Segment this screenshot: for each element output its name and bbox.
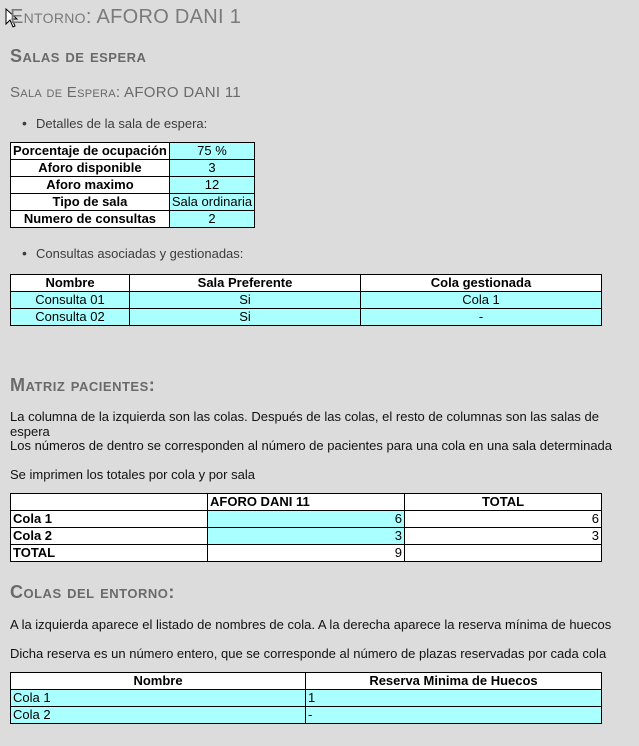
environment-title: Entorno: AFORO DANI 1 [10, 6, 242, 28]
column-header: Nombre [11, 275, 130, 292]
table-cell: - [361, 309, 602, 326]
matriz-description-1: La columna de la izquierda son las colas. Después de las colas, el resto de columnas son las salas de espera [10, 409, 599, 439]
matriz-table [10, 493, 602, 562]
table-header-row [11, 494, 602, 511]
table-cell: Cola 1 [11, 690, 306, 707]
table-row [11, 690, 602, 707]
table-row [11, 528, 602, 545]
table-row [11, 292, 602, 309]
table-cell: Si [130, 309, 361, 326]
table-cell: Cola 2 [11, 707, 306, 724]
detalle-label: Porcentaje de ocupación [11, 143, 170, 160]
consultas-table [10, 274, 602, 326]
matriz-description-2: Los números de dentro se corresponden al número de pacientes para una cola en una sala determinada [10, 438, 613, 453]
sala-title: Sala de Espera: AFORO DANI 11 [10, 84, 241, 101]
table-cell: 6 [405, 511, 602, 528]
colas-section-title: Colas del entorno: [10, 582, 175, 602]
table-cell: 1 [306, 690, 602, 707]
table-cell: Consulta 02 [11, 309, 130, 326]
column-header: Cola gestionada [361, 275, 602, 292]
table-row [11, 211, 255, 228]
detalle-value: 2 [169, 211, 254, 228]
table-cell [405, 545, 602, 562]
table-row [11, 511, 602, 528]
table-cell: 9 [208, 545, 405, 562]
column-header: TOTAL [405, 494, 602, 511]
column-header: Sala Preferente [130, 275, 361, 292]
colas-description-1: A la izquierda aparece el listado de nombres de cola. A la derecha aparece la reserva mínima de huecos [10, 617, 612, 632]
column-header [11, 494, 208, 511]
table-row [11, 177, 255, 194]
consultas-bullet: • Consultas asociadas y gestionadas: [36, 246, 243, 261]
table-cell: Si [130, 292, 361, 309]
detalle-label: Tipo de sala [11, 194, 170, 211]
colas-table [10, 672, 602, 724]
table-row [11, 160, 255, 177]
detalles-bullet: • Detalles de la sala de espera: [36, 116, 207, 131]
detalle-value: Sala ordinaria [169, 194, 254, 211]
detalles-table [10, 142, 255, 228]
table-row [11, 194, 255, 211]
row-header: TOTAL [11, 545, 208, 562]
matriz-section-title: Matriz pacientes: [10, 375, 156, 395]
table-header-row [11, 275, 602, 292]
detalle-value: 3 [169, 160, 254, 177]
column-header: Reserva Minima de Huecos [306, 673, 602, 690]
table-row [11, 143, 255, 160]
detalle-label: Aforo disponible [11, 160, 170, 177]
table-cell: Cola 1 [361, 292, 602, 309]
salas-section-title: Salas de espera [10, 46, 147, 66]
detalle-label: Aforo maximo [11, 177, 170, 194]
detalle-label: Numero de consultas [11, 211, 170, 228]
detalle-value: 12 [169, 177, 254, 194]
row-header: Cola 1 [11, 511, 208, 528]
table-row [11, 707, 602, 724]
detalle-value: 75 % [169, 143, 254, 160]
row-header: Cola 2 [11, 528, 208, 545]
table-cell: Consulta 01 [11, 292, 130, 309]
column-header: AFORO DANI 11 [208, 494, 405, 511]
matriz-description-3: Se imprimen los totales por cola y por sala [10, 467, 255, 482]
table-cell: 3 [208, 528, 405, 545]
column-header: Nombre [11, 673, 306, 690]
table-header-row [11, 673, 602, 690]
table-cell: - [306, 707, 602, 724]
table-cell: 6 [208, 511, 405, 528]
table-row [11, 309, 602, 326]
table-cell: 3 [405, 528, 602, 545]
colas-description-2: Dicha reserva es un número entero, que se corresponde al número de plazas reservadas por cada cola [10, 646, 607, 661]
table-row [11, 545, 602, 562]
